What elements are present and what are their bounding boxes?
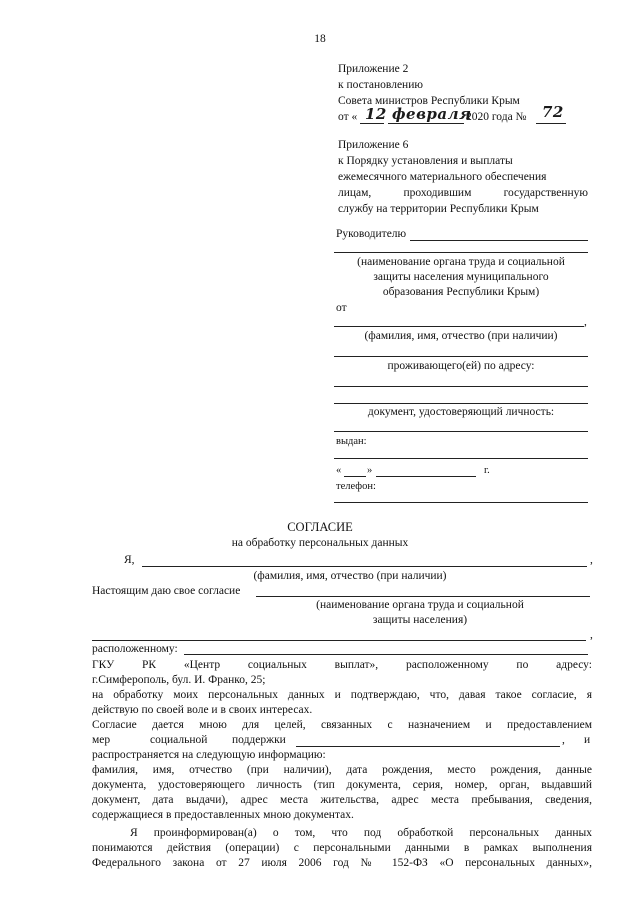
appendix6-line3: ежемесячного материального обеспечения [338,171,547,183]
org-caption-1: (наименование органа труда и социальной [357,256,565,268]
appendix2-line2: к постановлению [338,79,423,91]
para4-line2: понимаются действия (операции) с персональными данными в рамках выполнения [92,842,592,854]
appendix2-date-prefix: от « [338,111,358,123]
i-label: Я, [124,554,135,566]
gku-word: расположенному [405,659,489,671]
applicant-extra-field[interactable] [334,356,588,357]
residing-caption: проживающего(ей) по адресу: [387,360,535,372]
day-underline [360,123,384,124]
consent-org-caption-1: (наименование органа труда и социальной [316,599,524,611]
consent-org-field-2[interactable] [92,640,586,641]
comma: , [590,554,593,566]
document-caption: документ, удостоверяющий личность: [367,406,555,418]
para2-word-mer: мер [92,734,111,746]
handwritten-month: февраля [392,105,472,123]
consent-title: СОГЛАСИЕ [287,520,353,534]
gku-word: по [516,659,529,671]
gku-word: РК [142,659,157,671]
consent-subtitle: на обработку персональных данных [231,537,409,549]
month-underline [388,123,464,124]
para3-line1: фамилия, имя, отчество (при наличии), дата рождения, место рождения, данные [92,764,592,776]
date-close-quote: » [367,465,373,476]
handwritten-number: 72 [542,103,564,121]
para2-line1: Согласие дается мною для целей, связанных с назначением и предоставлением [92,719,592,731]
phone-field[interactable] [334,502,588,503]
support-measure-field[interactable] [296,746,560,747]
para2-word-and: и [584,734,591,746]
para4-line1: Я проинформирован(а) о том, что под обработкой персональных данных [130,827,592,839]
para2-word-social: социальной [150,734,208,746]
phone-label: телефон: [336,481,376,492]
para3-line2: документа, удостоверяющего личность (тип документа, серия, номер, орган, выдавший [92,779,592,791]
para4-line3: Федерального закона от 27 июля 2006 год № 152-ФЗ «О персональных данных», [92,857,592,869]
appendix6-line2: к Порядку установления и выплаты [338,155,513,167]
issued-day-field[interactable] [344,476,366,477]
appendix2-line3: Совета министров Республики Крым [338,95,520,107]
para2-word-support: поддержки [232,734,286,746]
head-label: Руководителю [336,228,407,240]
para3-line3: документ, дата выдачи), адрес места жительства, адрес места пребывания, сведения, [92,794,592,806]
para2-comma: , [562,734,565,746]
gku-word: адресу: [556,659,592,671]
from-label: от [336,302,347,314]
address-field-2[interactable] [334,403,588,404]
appendix6-line1: Приложение 6 [338,139,409,151]
appendix6-word: государственную [503,187,588,199]
applicant-fio-caption: (фамилия, имя, отчество (при наличии) [364,330,558,342]
document-field[interactable] [334,431,588,432]
gku-word: ГКУ [92,659,115,671]
issued-label: выдан: [336,436,367,447]
page-number: 18 [314,33,326,45]
located-label: расположенному: [92,643,178,655]
para2-line3: распространяется на следующую информацию: [92,749,326,761]
gku-line [92,658,592,673]
gku-word: «Центр [183,659,221,671]
gku-word: выплат», [334,659,379,671]
appendix2-line1: Приложение 2 [338,63,409,75]
head-name-field-2[interactable] [334,252,588,253]
appendix6-line4 [338,186,588,201]
appendix6-line5: службу на территории Республики Крым [338,203,539,215]
appendix2-date-year: 2020 года № [466,111,527,123]
head-name-field[interactable] [410,240,588,241]
para1-line1: на обработку моих персональных данных и подтверждаю, что, давая такое согласие, я [92,689,592,701]
para1-line2: действую по своей воле и в своих интересах. [92,704,313,716]
consent-fio-caption: (фамилия, имя, отчество (при наличии) [253,570,447,582]
para3-line4: содержащиеся в предоставленных мною документах. [92,809,354,821]
issued-field[interactable] [334,458,588,459]
appendix6-word: лицам, [338,187,372,199]
date-open-quote: « [336,465,342,476]
comma: , [584,316,587,328]
issued-month-field[interactable] [376,476,476,477]
gku-address: г.Симферополь, бул. И. Франко, 25; [92,674,266,686]
org-caption-3: образования Республики Крым) [382,286,540,298]
appendix6-word: проходившим [403,187,472,199]
located-field[interactable] [184,654,588,655]
consent-org-caption-2: защиты населения) [372,614,468,626]
give-consent-label: Настоящим даю свое согласие [92,585,241,597]
address-field-1[interactable] [334,386,588,387]
org-caption-2: защиты населения муниципального [373,271,549,283]
handwritten-day: 12 [365,105,387,123]
applicant-name-field[interactable] [334,326,584,327]
number-underline [536,123,566,124]
consent-fio-field[interactable] [142,566,587,567]
year-suffix: г. [484,465,490,476]
consent-org-field[interactable] [256,596,590,597]
comma: , [590,629,593,641]
gku-word: социальных [247,659,307,671]
